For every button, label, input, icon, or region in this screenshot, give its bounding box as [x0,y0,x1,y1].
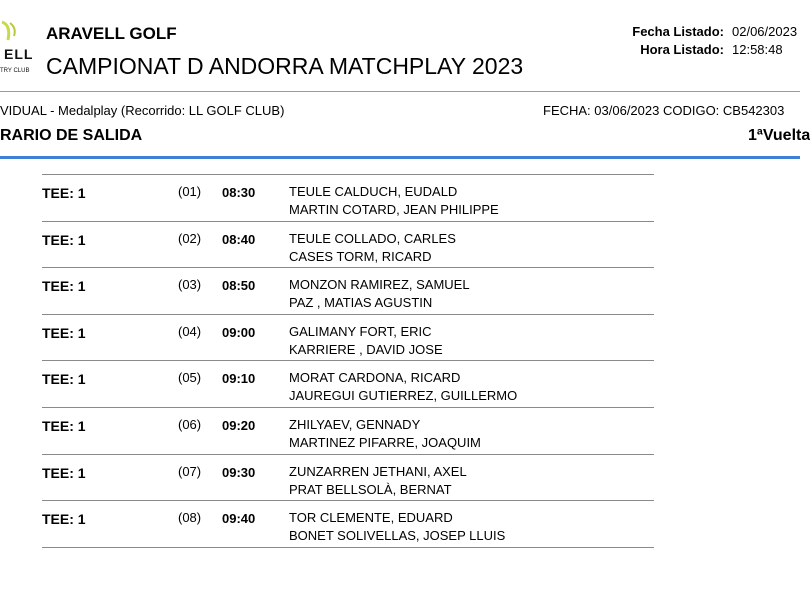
fecha-listado-value: 02/06/2023 [732,24,798,39]
fecha-codigo-line: FECHA: 03/06/2023 CODIGO: CB542303 [543,103,785,118]
group-number: (07) [178,463,202,479]
player-name: KARRIERE , DAVID JOSE [289,341,443,357]
row-divider [42,267,654,268]
tee-label: TEE: 1 [42,185,86,201]
logo-icon [0,20,20,42]
player-name: TEULE COLLADO, CARLES [289,230,456,246]
round-label: 1ªVuelta [748,127,810,144]
player-name: ZUNZARREN JETHANI, AXEL [289,463,467,479]
player-name: PRAT BELLSOLÀ, BERNAT [289,481,452,497]
player-name: CASES TORM, RICARD [289,248,432,264]
player-name: MARTIN COTARD, JEAN PHILIPPE [289,202,499,217]
tee-label: TEE: 1 [42,418,86,434]
tee-time: 09:20 [222,418,256,433]
player-name: TEULE CALDUCH, EUDALD [289,184,458,199]
player-name: BONET SOLIVELLAS, JOSEP LLUIS [289,528,506,544]
tee-time: 08:30 [222,185,256,200]
group-number: (04) [178,323,202,339]
player-name: PAZ , MATIAS AGUSTIN [289,295,433,311]
tee-label: TEE: 1 [42,371,86,388]
tee-time: 08:40 [222,231,256,247]
player-name: MARTINEZ PIFARRE, JOAQUIM [289,435,481,450]
row-divider [42,454,654,455]
hora-listado-label: Hora Listado: [640,42,724,57]
player-name: TOR CLEMENTE, EDUARD [289,510,453,526]
group-number: (05) [178,370,202,386]
tee-time: 09:00 [222,324,256,340]
tee-label: TEE: 1 [42,464,86,481]
fecha-listado-label: Fecha Listado: [632,24,724,39]
group-number: (01) [178,184,202,199]
accent-divider [0,156,800,159]
tee-label: TEE: 1 [42,278,86,295]
header-divider [0,91,800,92]
logo-subtext: TRY CLUB [0,68,30,74]
schedule-title: RARIO DE SALIDA [0,127,143,144]
row-divider [42,314,654,315]
player-name: ZHILYAEV, GENNADY [289,417,421,432]
row-divider [42,360,654,361]
tee-time: 09:30 [222,464,256,480]
modality-line: VIDUAL - Medalplay (Recorrido: LL GOLF CLUB) [0,103,285,118]
player-name: MONZON RAMIREZ, SAMUEL [289,277,470,293]
group-number: (02) [178,230,202,246]
row-divider [42,221,654,222]
club-name: ARAVELL GOLF [46,24,177,43]
group-number: (03) [178,277,202,293]
row-divider [42,500,654,501]
row-divider [42,547,654,548]
group-number: (08) [178,510,202,526]
tournament-title: CAMPIONAT D ANDORRA MATCHPLAY 2023 [46,53,524,79]
group-number: (06) [178,417,202,432]
row-divider [42,174,654,175]
hora-listado-value: 12:58:48 [732,42,783,57]
tee-label: TEE: 1 [42,231,86,248]
tee-label: TEE: 1 [42,324,86,341]
logo-text: ELL [4,46,34,62]
player-name: GALIMANY FORT, ERIC [289,323,432,339]
tee-time: 08:50 [222,278,256,294]
tee-time: 09:10 [222,371,256,387]
row-divider [42,407,654,408]
player-name: MORAT CARDONA, RICARD [289,370,461,386]
player-name: JAUREGUI GUTIERREZ, GUILLERMO [289,388,518,404]
tee-label: TEE: 1 [42,511,86,528]
tee-time: 09:40 [222,511,256,527]
